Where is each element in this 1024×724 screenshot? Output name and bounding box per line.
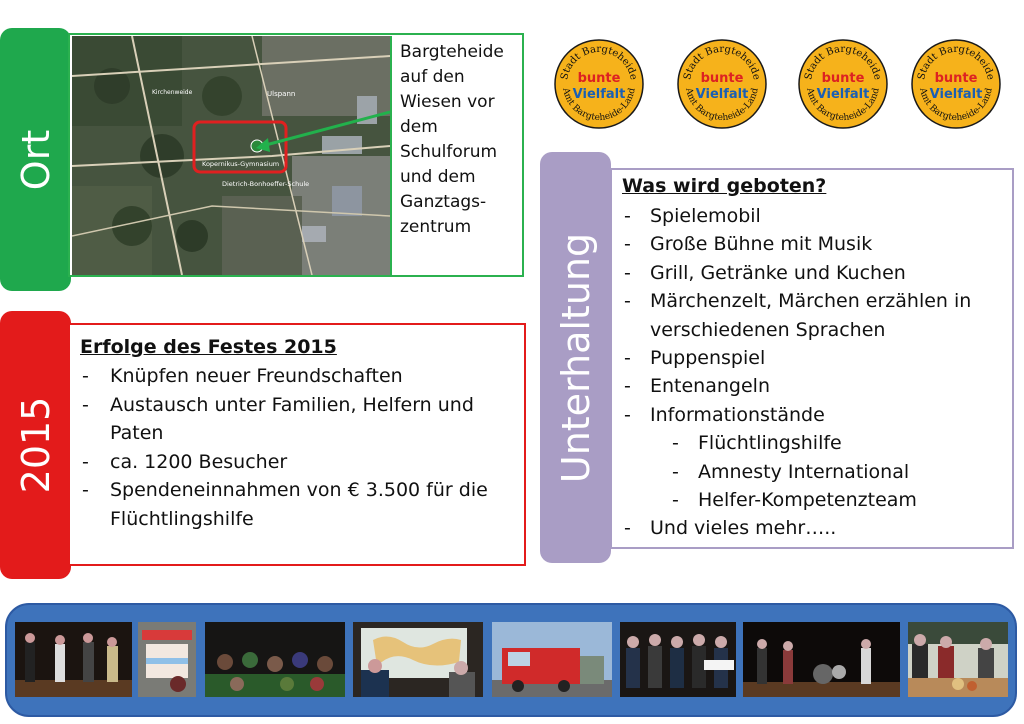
ort-description: Bargteheide auf den Wiesen vor dem Schulforum und dem Ganztags- zentrum: [400, 42, 504, 237]
svg-text:Vielfalt: Vielfalt: [816, 87, 870, 102]
photo-fire-truck: [492, 622, 612, 697]
year-section-tab: [0, 311, 71, 579]
svg-text:Stadt Bargteheide: Stadt Bargteheide: [559, 43, 639, 81]
list-item: - Grill, Getränke und Kuchen: [622, 259, 1012, 287]
photo-stage-speakers: [15, 622, 132, 697]
svg-text:Amt Bargteheide-Land: Amt Bargteheide-Land: [917, 87, 995, 124]
list-item: - Puppenspiel: [622, 344, 1012, 372]
list-item: - Entenangeln: [622, 372, 1012, 400]
bunte-vielfalt-logo: [797, 38, 889, 130]
map-label-gymnasium: Kopernikus-Gymnasium: [202, 160, 280, 168]
year-title: Erfolge des Festes 2015: [80, 336, 337, 358]
photo-band-on-stage: [743, 622, 900, 697]
entertainment-tab-label: Unterhaltung: [553, 232, 598, 483]
svg-text:Stadt Bargteheide: Stadt Bargteheide: [682, 43, 762, 81]
list-item: - Spendeneinnahmen von € 3.500 für die Flüchtlingshilfe: [80, 476, 515, 533]
photo-world-map: [353, 622, 483, 697]
svg-text:Vielfalt: Vielfalt: [695, 87, 749, 102]
svg-text:Amt Bargteheide-Land: Amt Bargteheide-Land: [560, 87, 638, 124]
svg-text:Vielfalt: Vielfalt: [929, 87, 983, 102]
photo-group-with-cheque: [620, 622, 736, 697]
sub-list-item: - Amnesty International: [622, 458, 1012, 486]
list-item: - Knüpfen neuer Freundschaften: [80, 362, 515, 391]
svg-text:Stadt Bargteheide: Stadt Bargteheide: [916, 43, 996, 81]
photo-audience: [205, 622, 345, 697]
svg-text:Vielfalt: Vielfalt: [572, 87, 626, 102]
year-tab-label: 2015: [13, 396, 58, 494]
svg-text:bunte: bunte: [821, 71, 865, 86]
list-item: - ca. 1200 Besucher: [80, 448, 515, 477]
svg-text:Stadt Bargteheide: Stadt Bargteheide: [803, 43, 883, 81]
sub-list-item: - Flüchtlingshilfe: [622, 429, 1012, 457]
entertainment-section-tab: [540, 152, 611, 563]
list-item: - Austausch unter Familien, Helfern und Paten: [80, 391, 515, 448]
ort-section-tab: [0, 28, 71, 291]
list-item: - Große Bühne mit Musik: [622, 230, 1012, 258]
entertainment-title: Was wird geboten?: [622, 175, 827, 197]
map-label-school: Dietrich-Bonhoeffer-Schule: [222, 180, 310, 188]
entertainment-list: [622, 202, 1012, 543]
bunte-vielfalt-logo: [553, 38, 645, 130]
list-item: - Informationstände: [622, 401, 1012, 429]
map-label-ulspann: Ulspann: [267, 90, 296, 98]
satellite-map-image: [72, 36, 390, 275]
ort-tab-label: Ort: [13, 129, 58, 190]
list-item: - Und vieles mehr…..: [622, 514, 1012, 542]
map-label-street: Kirchenweide: [152, 89, 193, 96]
photo-buffet: [908, 622, 1008, 697]
location-map: [72, 36, 392, 275]
list-item: - Spielemobil: [622, 202, 1012, 230]
svg-text:Amt Bargteheide-Land: Amt Bargteheide-Land: [683, 87, 761, 124]
list-item: - Märchenzelt, Märchen erzählen in verschiedenen Sprachen: [622, 287, 1012, 344]
svg-text:bunte: bunte: [700, 71, 744, 86]
svg-text:bunte: bunte: [577, 71, 621, 86]
photo-ice-cream-cart: [138, 622, 196, 697]
sub-list-item: - Helfer-Kompetenzteam: [622, 486, 1012, 514]
svg-text:Amt Bargteheide-Land: Amt Bargteheide-Land: [804, 87, 882, 124]
year-success-list: [80, 362, 515, 533]
bunte-vielfalt-logo: [676, 38, 768, 130]
bunte-vielfalt-logo: [910, 38, 1002, 130]
svg-text:bunte: bunte: [934, 71, 978, 86]
